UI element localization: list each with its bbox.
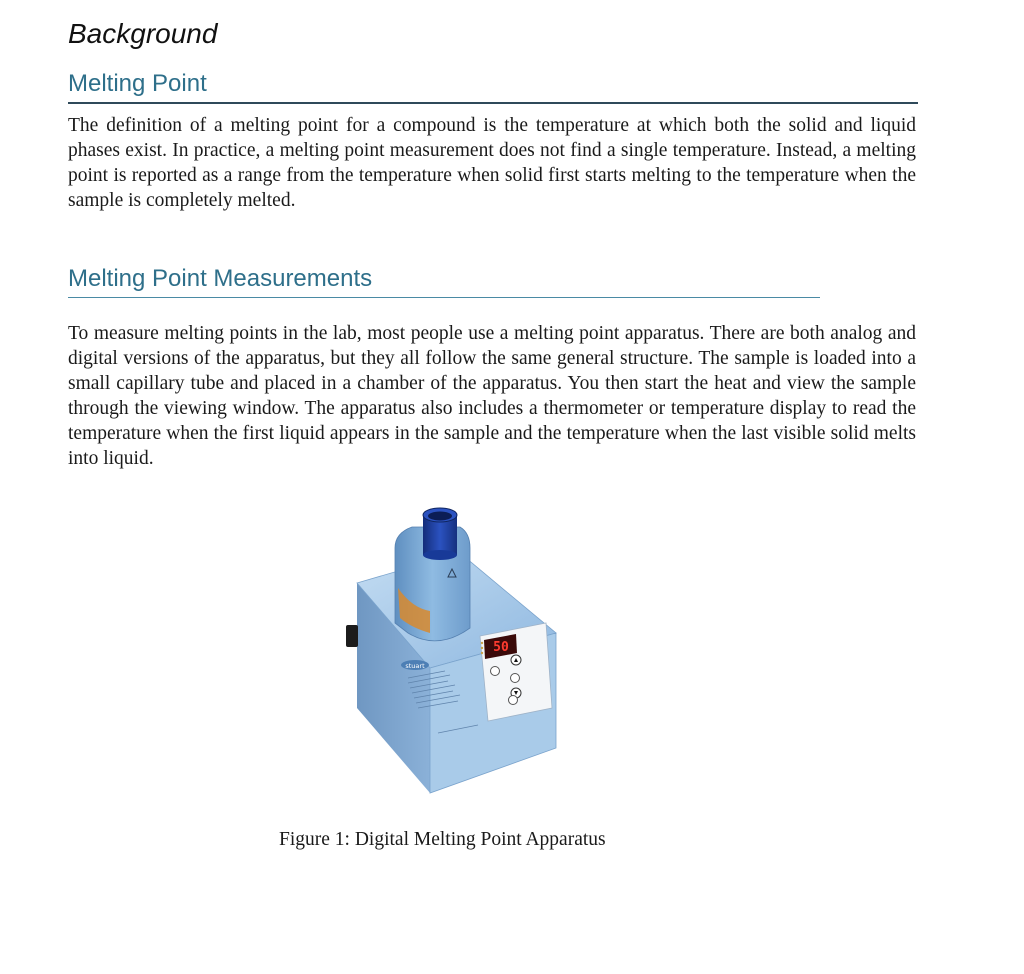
- figure-caption: Figure 1: Digital Melting Point Apparatus: [279, 829, 606, 850]
- section-body-melting-point: The definition of a melting point for a compound is the temperature at which both the solid and liquid phases exist. In practice, a melting point measurement does not find a single temperature. Instead, a melting point is reported as a range from the temperature when solid first starts melting to the temperature when the sample is completely melted.: [68, 115, 916, 211]
- power-switch-icon: [346, 625, 358, 647]
- section-heading-melting-point: Melting Point: [68, 70, 918, 104]
- melting-point-apparatus-illustration: [320, 493, 580, 798]
- lower-button-icon: [509, 696, 518, 705]
- middle-button-icon: [511, 674, 520, 683]
- section-body-measurements: To measure melting points in the lab, most people use a melting point apparatus. There are both analog and digital versions of the apparatus, but they all follow the same general structure. The sample is loaded into a small capillary tube and placed in a chamber of the apparatus. You then start the heat and view the sample through the viewing window. The apparatus also includes a thermometer or temperature display to read the temperature when the first liquid appears in the sample and the temperature when the last visible solid melts into liquid.: [68, 323, 916, 469]
- document-title: Background: [68, 18, 218, 49]
- figure-apparatus-image: [320, 493, 580, 798]
- left-button-icon: [491, 667, 500, 676]
- brand-label: stuart: [405, 662, 425, 670]
- section-heading-measurements: Melting Point Measurements: [68, 265, 820, 298]
- display-reading: 50: [493, 640, 509, 655]
